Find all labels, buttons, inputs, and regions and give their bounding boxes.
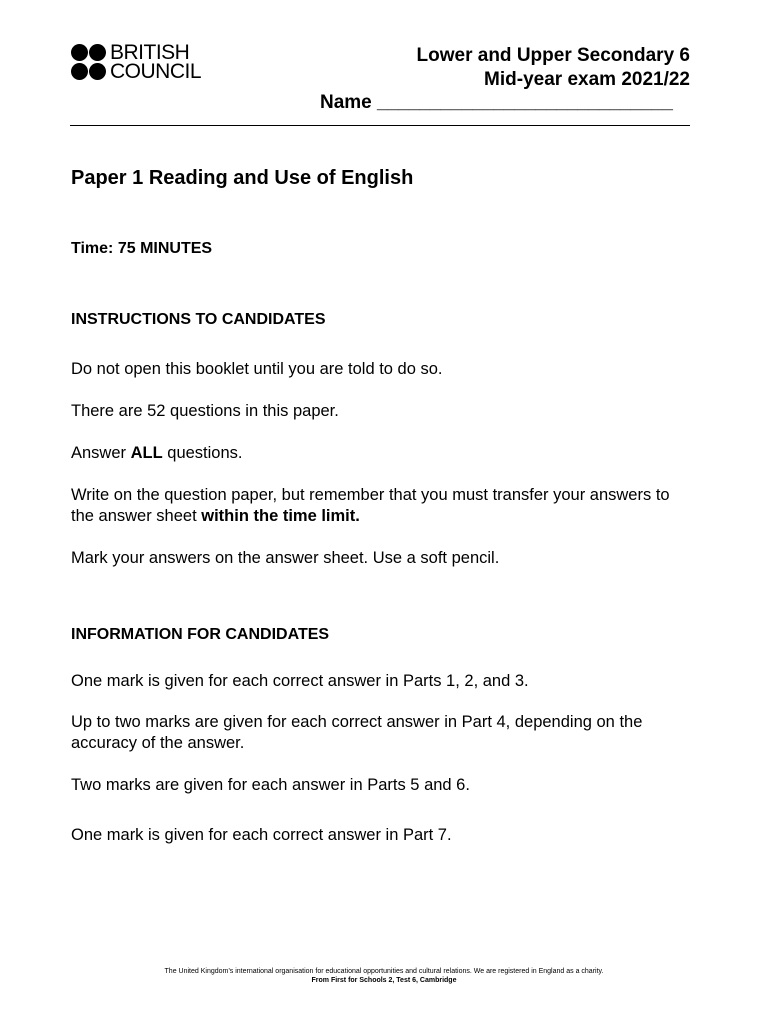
footer-charity-note: The United Kingdom’s international organisation for educational opportunities and cultural relations. We are registered in England as a charity. <box>164 968 604 975</box>
instruction-text: Write on the question paper, but remember that you must transfer your answers to <box>71 486 670 504</box>
instruction-item <box>71 443 721 464</box>
information-item: One mark is given for each correct answer in Parts 1, 2, and 3. <box>71 672 529 690</box>
information-text: Up to two marks are given for each correct answer in Part 4, depending on the <box>71 713 643 731</box>
information-heading: INFORMATION FOR CANDIDATES <box>71 626 330 643</box>
footer <box>0 967 768 985</box>
instruction-item <box>71 485 721 527</box>
instruction-emphasis: within the time limit. <box>201 507 360 525</box>
instruction-emphasis: ALL <box>130 444 163 462</box>
information-text: accuracy of the answer. <box>71 734 245 752</box>
instruction-text: questions. <box>162 444 243 462</box>
footer-source: From First for Schools 2, Test 6, Cambridge <box>311 977 457 984</box>
name-field: Name ____________________________ <box>320 92 673 113</box>
instruction-item: There are 52 questions in this paper. <box>71 402 339 420</box>
instruction-text-line2 <box>71 506 721 527</box>
time-limit: Time: 75 MINUTES <box>71 240 213 257</box>
paper-title: Paper 1 Reading and Use of English <box>71 167 414 189</box>
information-item: Two marks are given for each answer in Parts 5 and 6. <box>71 776 470 794</box>
logo-wordmark <box>110 43 201 81</box>
instruction-text: the answer sheet <box>71 507 202 525</box>
exam-level: Lower and Upper Secondary 6 <box>416 45 690 66</box>
instruction-text: Answer <box>71 444 131 462</box>
information-item: One mark is given for each correct answer in Part 7. <box>71 826 452 844</box>
exam-header <box>417 44 690 92</box>
logo-line-2: COUNCIL <box>110 60 202 83</box>
instruction-item: Mark your answers on the answer sheet. Use a soft pencil. <box>71 549 500 567</box>
logo-line-1: BRITISH <box>110 41 190 64</box>
instructions-heading: INSTRUCTIONS TO CANDIDATES <box>71 311 326 328</box>
information-item <box>71 712 721 754</box>
header-divider <box>70 125 690 126</box>
logo-dots-icon <box>71 43 107 83</box>
british-council-logo <box>71 43 211 83</box>
instruction-item: Do not open this booklet until you are told to do so. <box>71 360 443 378</box>
exam-session: Mid-year exam 2021/22 <box>484 69 690 90</box>
